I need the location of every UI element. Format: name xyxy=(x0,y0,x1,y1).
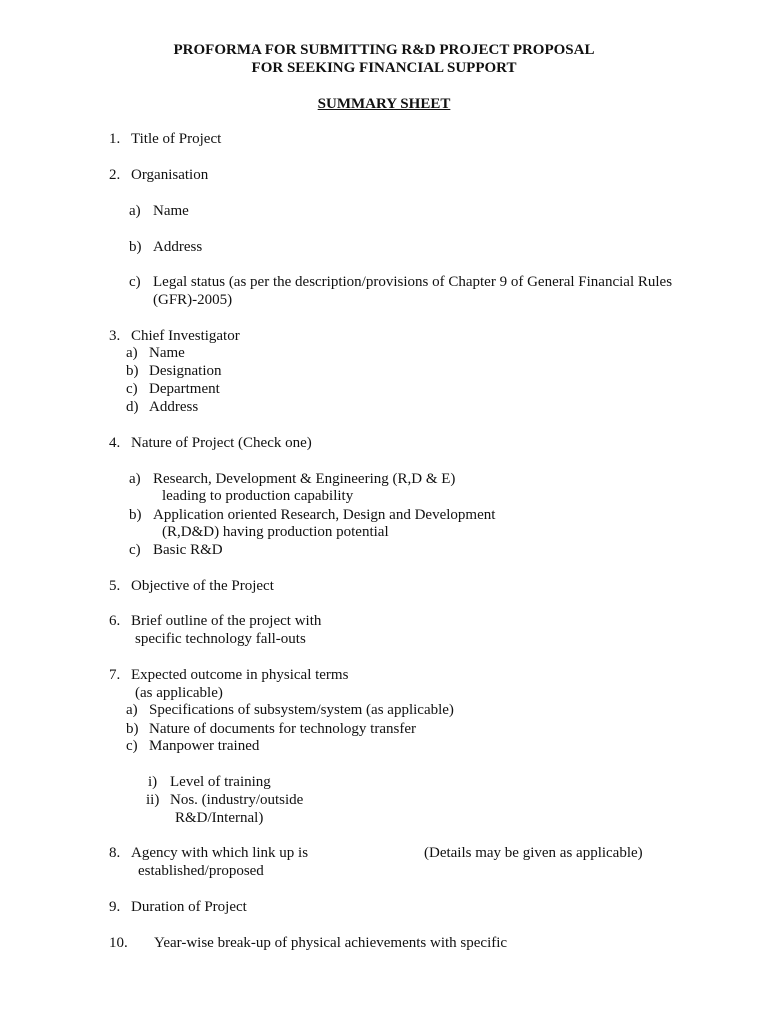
item-7c-ii-nos-cont: R&D/Internal) xyxy=(175,810,264,826)
item-4c-basic-rd: Basic R&D xyxy=(153,542,223,558)
item-7b-mark: b) xyxy=(126,721,139,737)
item-3c-department: Department xyxy=(149,381,220,397)
item-7a-mark: a) xyxy=(126,702,138,718)
proforma-title-line-2: FOR SEEKING FINANCIAL SUPPORT xyxy=(251,60,517,76)
item-5-number: 5. xyxy=(109,578,121,594)
item-9-duration: Duration of Project xyxy=(131,899,247,915)
item-4b-rdd-cont: (R,D&D) having production potential xyxy=(162,524,389,540)
item-2-organisation: Organisation xyxy=(131,167,209,183)
item-3-chief-investigator: Chief Investigator xyxy=(131,328,240,344)
item-3a-name: Name xyxy=(149,345,185,361)
item-10-year-wise-breakup: Year-wise break-up of physical achievements with specific xyxy=(154,935,508,951)
item-7-expected-outcome: Expected outcome in physical terms xyxy=(131,667,349,683)
item-6-brief-outline-cont: specific technology fall-outs xyxy=(135,631,306,647)
item-2b-address: Address xyxy=(153,239,203,255)
item-1-title-of-project: Title of Project xyxy=(131,131,222,147)
proforma-title-line-1: PROFORMA FOR SUBMITTING R&D PROJECT PROPOSAL xyxy=(173,42,595,58)
item-3a-mark: a) xyxy=(126,345,138,361)
item-4-nature-of-project: Nature of Project (Check one) xyxy=(131,435,312,451)
item-5-objective: Objective of the Project xyxy=(131,578,274,594)
item-4a-rde-cont: leading to production capability xyxy=(162,488,354,504)
item-8-number: 8. xyxy=(109,845,121,861)
item-3b-designation: Designation xyxy=(149,363,222,379)
item-7-expected-outcome-cont: (as applicable) xyxy=(135,685,223,701)
item-3b-mark: b) xyxy=(126,363,139,379)
item-2c-mark: c) xyxy=(129,274,141,290)
summary-sheet-heading: SUMMARY SHEET xyxy=(317,96,451,112)
item-3d-mark: d) xyxy=(126,399,139,415)
item-7c-manpower: Manpower trained xyxy=(149,738,260,754)
item-7b-documents: Nature of documents for technology transfer xyxy=(149,721,416,737)
item-7c-ii-mark: ii) xyxy=(146,792,160,808)
item-7c-ii-nos: Nos. (industry/outside xyxy=(170,792,304,808)
item-7-number: 7. xyxy=(109,667,121,683)
item-3c-mark: c) xyxy=(126,381,138,397)
item-3d-address: Address xyxy=(149,399,199,415)
item-2c-legal-status-cont: (GFR)-2005) xyxy=(153,292,233,308)
item-6-brief-outline: Brief outline of the project with xyxy=(131,613,322,629)
item-7c-i-mark: i) xyxy=(148,774,158,790)
item-2c-legal-status: Legal status (as per the description/provisions of Chapter 9 of General Financial Rules xyxy=(153,274,673,290)
item-4a-mark: a) xyxy=(129,471,141,487)
item-2b-mark: b) xyxy=(129,239,142,255)
item-7c-i-level-of-training: Level of training xyxy=(170,774,271,790)
item-3-number: 3. xyxy=(109,328,121,344)
item-1-number: 1. xyxy=(109,131,121,147)
item-10-number: 10. xyxy=(109,935,128,951)
item-4-number: 4. xyxy=(109,435,121,451)
item-4a-rde: Research, Development & Engineering (R,D & E) xyxy=(153,471,456,487)
item-4c-mark: c) xyxy=(129,542,141,558)
item-9-number: 9. xyxy=(109,899,121,915)
item-2-number: 2. xyxy=(109,167,121,183)
item-6-number: 6. xyxy=(109,613,121,629)
item-8-agency-cont: established/proposed xyxy=(138,863,264,879)
item-8-agency: Agency with which link up is xyxy=(131,845,309,861)
item-7a-specifications: Specifications of subsystem/system (as applicable) xyxy=(149,702,454,718)
summary-sheet-heading-wrap xyxy=(0,95,768,113)
item-8-details-note: (Details may be given as applicable) xyxy=(424,845,643,861)
item-2a-mark: a) xyxy=(129,203,141,219)
item-7c-mark: c) xyxy=(126,738,138,754)
item-4b-rdd: Application oriented Research, Design and Development xyxy=(153,507,496,523)
item-2a-name: Name xyxy=(153,203,189,219)
item-4b-mark: b) xyxy=(129,507,142,523)
